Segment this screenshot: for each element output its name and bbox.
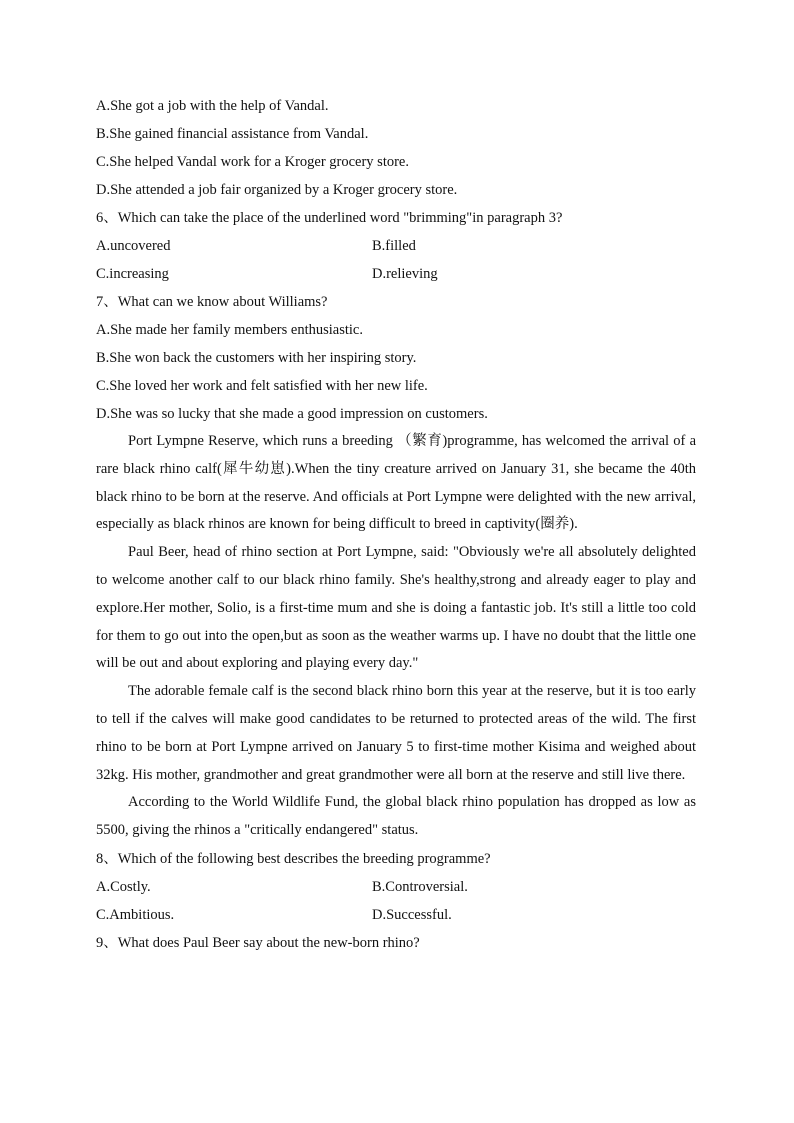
- q8-option-d: D.Successful.: [372, 906, 452, 923]
- q6-options-row-2: [96, 260, 696, 288]
- q8-option-c: C.Ambitious.: [96, 906, 175, 923]
- q6-options-row-1: [96, 232, 696, 260]
- q7-option-b: B.She won back the customers with her inspiring story.: [96, 350, 417, 366]
- q5-option-b: B.She gained financial assistance from Vandal.: [96, 126, 369, 142]
- q7-option-c: C.She loved her work and felt satisfied with her new life.: [96, 378, 428, 394]
- passage-paragraph-1: Port Lympne Reserve, which runs a breeding （繁育)programme, has welcomed the arrival of a rare black rhino calf(犀牛幼崽).When the tiny creature arrived on January 31, she became the 40th black rhino to be born at the reserve. And officials at Port Lympne were delighted with the new arrival, especially as black rhinos are known for being difficult to breed in captivity(圈养).: [96, 433, 696, 533]
- exam-page: [96, 92, 696, 957]
- q5-option-a: A.She got a job with the help of Vandal.: [96, 98, 329, 114]
- q8-option-a: A.Costly.: [96, 878, 151, 895]
- q8-options-row-1: [96, 873, 696, 901]
- q9-stem: 9、What does Paul Beer say about the new-born rhino?: [96, 934, 420, 951]
- q7-option-d: D.She was so lucky that she made a good impression on customers.: [96, 406, 488, 422]
- q7-stem: 7、What can we know about Williams?: [96, 294, 328, 310]
- q6-option-d: D.relieving: [372, 266, 438, 282]
- q6-stem: 6、Which can take the place of the underlined word "brimming"in paragraph 3?: [96, 210, 563, 226]
- q5-option-c: C.She helped Vandal work for a Kroger grocery store.: [96, 154, 409, 170]
- passage-paragraph-3: The adorable female calf is the second black rhino born this year at the reserve, but it is too early to tell if the calves will make good candidates to be returned to protected areas of the wild. The first rhino to be born at Port Lympne arrived on January 5 to first-time mother Kisima and weighed about 32kg. His mother, grandmother and great grandmother were all born at the reserve and still live there.: [96, 683, 696, 783]
- q8-options-row-2: [96, 901, 696, 929]
- q5-option-d: D.She attended a job fair organized by a Kroger grocery store.: [96, 182, 458, 198]
- passage-paragraph-4: According to the World Wildlife Fund, the global black rhino population has dropped as low as 5500, giving the rhinos a "critically endangered" status.: [96, 794, 696, 839]
- q8-stem: 8、Which of the following best describes the breeding programme?: [96, 850, 491, 867]
- q8-option-b: B.Controversial.: [372, 878, 468, 895]
- q6-option-a: A.uncovered: [96, 238, 171, 254]
- q6-option-b: B.filled: [372, 238, 416, 254]
- q6-option-c: C.increasing: [96, 266, 169, 282]
- q7-option-a: A.She made her family members enthusiastic.: [96, 322, 363, 338]
- passage-paragraph-2: Paul Beer, head of rhino section at Port Lympne, said: "Obviously we're all absolutely delighted to welcome another calf to our black rhino family. She's healthy,strong and already eager to play and explore.Her mother, Solio, is a first-time mum and she is doing a fantastic job. It's still a little too cold for them to go out into the open,but as soon as the weather warms up. I have no doubt that the little one will be out and about exploring and playing every day.": [96, 544, 696, 672]
